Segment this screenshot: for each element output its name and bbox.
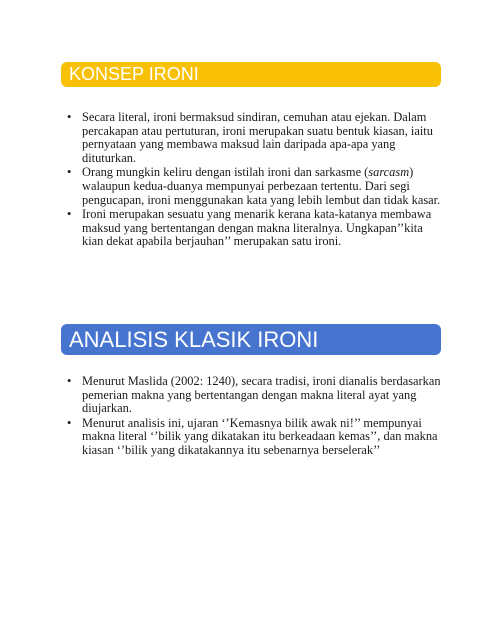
list-item xyxy=(66,375,442,416)
bullet-text: Menurut Maslida (2002: 1240), secara tradisi, ironi dianalis berdasarkan pemerian makna yang bertentangan dengan makna literal ayat yang diujarkan. xyxy=(82,374,441,416)
sarcasm-term: sarcasm xyxy=(368,165,410,180)
bullet-icon: • xyxy=(67,110,72,124)
bullet-text: Menurut analisis ini, ujaran ‘’Kemasnya bilik awak ni!’’ mempunyai makna literal ‘’bilik yang dikatakan itu berkeadaan kemas’’, dan makna kiasan ‘’bilik yang dikatakannya itu sebenarnya berselerak’’ xyxy=(82,415,438,457)
bullet-icon: • xyxy=(67,165,72,180)
bullet-icon: • xyxy=(67,374,72,388)
konsep-ironi-heading: KONSEP IRONI xyxy=(61,62,441,87)
list-item xyxy=(66,111,442,165)
bullet-icon: • xyxy=(67,415,72,430)
analisis-klasik-heading: ANALISIS KLASIK IRONI xyxy=(61,324,441,355)
konsep-ironi-list xyxy=(66,111,442,250)
list-item xyxy=(66,166,442,207)
list-item xyxy=(66,208,442,249)
bullet-text: Secara literal, ironi bermaksud sindiran, cemuhan atau ejekan. Dalam percakapan atau pertuturan, ironi merupakan suatu bentuk kiasan, iaitu pernyataan yang membawa maksud lain daripada apa-apa yang dituturkan. xyxy=(82,110,433,165)
bullet-text: Orang mungkin keliru dengan istilah ironi dan sarkasme (sarcasm) walaupun kedua-duanya mempunyai perbezaan tertentu. Dari segi pengucapan, ironi menggunakan kata yang lebih lembut dan tidak kasar. xyxy=(82,165,441,207)
bullet-icon: • xyxy=(67,207,72,222)
analisis-klasik-list xyxy=(66,375,442,459)
list-item xyxy=(66,417,442,458)
bullet-text: Ironi merupakan sesuatu yang menarik kerana kata-katanya membawa maksud yang bertentangan dengan makna literalnya. Ungkapan’’kita kian dekat apabila berjauhan’’ merupakan satu ironi. xyxy=(82,207,432,249)
